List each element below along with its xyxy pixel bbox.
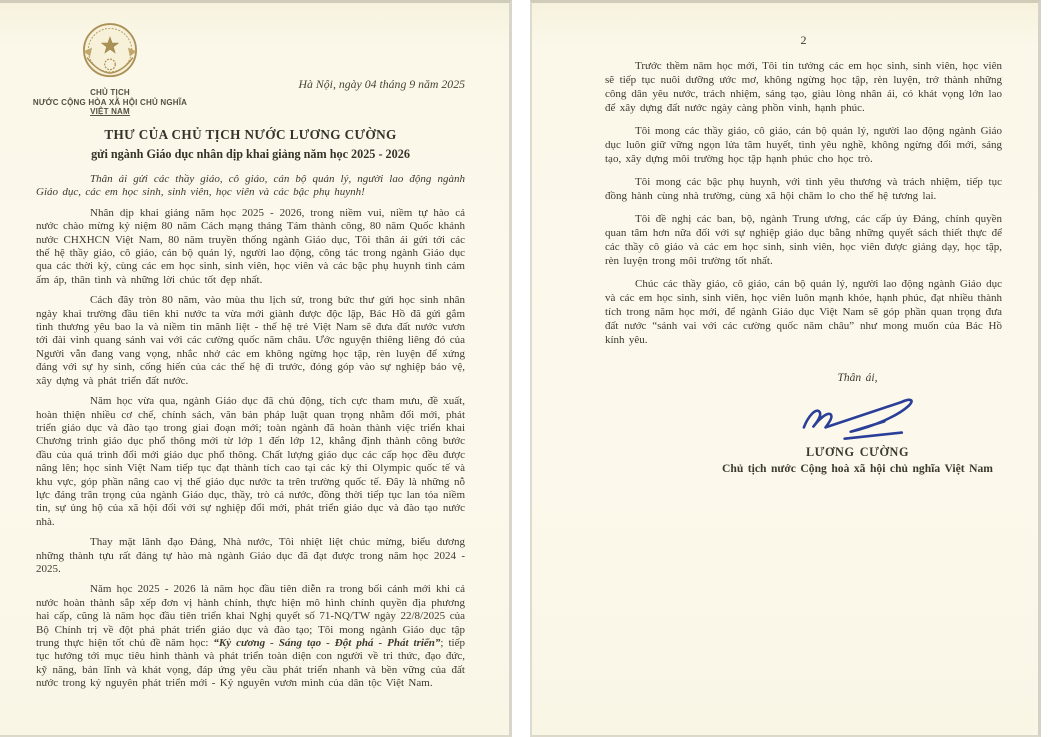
date-line: Hà Nội, ngày 04 tháng 9 năm 2025 (298, 77, 465, 91)
letterhead-office: CHỦ TỊCH (90, 88, 130, 97)
letter-title-block (36, 127, 465, 162)
signer-title: Chủ tịch nước Cộng hoà xã hội chủ nghĩa Việt Nam (722, 462, 993, 475)
signer-name: LƯƠNG CƯỜNG (805, 445, 910, 459)
paragraph-segment: Nhân dịp khai giảng năm học 2025 - 2026, trong niềm vui, niềm tự hào cả nước chào mừng kỷ niệm 80 năm Cách mạng tháng Tám thành công, 80 năm Quốc khánh nước CHXHCN Việt Nam, 80 năm truyền thống ngành Giáo dục, Tôi thân ái gửi tới các thế hệ thầy giáo, cô giáo, cán bộ quản lý, người lao động, công tác trong ngành Giáo dục qua các thời kỳ, cùng các em học sinh, sinh viên, học viên và các bậc phụ huynh tình cảm ấm áp, thân tình và những lời chúc tốt đẹp nhất. (36, 206, 465, 286)
page-number: 2 (800, 33, 807, 47)
letter-paragraph (605, 175, 1002, 203)
letter-paragraph (36, 583, 465, 690)
paragraph-segment: Tôi đề nghị các ban, bộ, ngành Trung ương, các cấp ủy Đảng, chính quyền quan tâm hơn nữa đối với sự nghiệp giáo dục bằng những quyết sách thiết thực để các thầy cô giáo và các em học sinh, sinh viên, học viên được giảng dạy, học tập, rèn luyện trong môi trường tốt nhất. (605, 213, 1002, 267)
paragraph-segment: Chúc các thầy giáo, cô giáo, cán bộ quản lý, người lao động ngành Giáo dục và các em học sinh, sinh viên, học viên luôn mạnh khỏe, hạnh phúc, đạt nhiều thành tích trong năm học mới, để ngành Giáo dục Việt Nam sẽ góp phần quan trọng đưa đất nước “sánh vai với các cường quốc năm châu” như mong muốn của Bác Hồ kính yêu. (605, 278, 1002, 346)
letterhead (2, 21, 218, 117)
letterhead-country: VIỆT NAM (90, 107, 130, 116)
paragraph-segment: Năm học 2025 - 2026 là năm học đầu tiên diễn ra trong bối cảnh mới khi cả nước hoàn thành sắp xếp đơn vị hành chính, thực hiện mô hình chính quyền địa phương hai cấp, cũng là năm học đầu tiên triển khai Nghị quyết số 71-NQ/TW ngày 22/8/2025 của Bộ Chính trị về đột phá phát triển giáo dục và đào tạo; Tôi mong ngành Giáo dục tập trung thực hiện tốt chủ đề năm học: (36, 583, 465, 649)
closing-salute: Thân ái, (837, 372, 878, 384)
letter-paragraph (36, 395, 465, 529)
salutation: Thân ái gửi các thầy giáo, cô giáo, cán bộ quản lý, người lao động ngành Giáo dục, các em học sinh, sinh viên, học viên và các bậc phụ huynh! (36, 173, 465, 199)
letter-paragraph (605, 277, 1002, 347)
paragraph-segment: ; tiếp tục hướng tới mục tiêu hình thành và phát triển toàn diện con người về tri thức, đạo đức, kỹ năng, bản lĩnh và khát vọng, đáp ứng yêu cầu phát triển nhanh và bền vững của đất nước trong kỷ nguyên phát triển mới - Kỷ nguyên vươn mình của dân tộc Việt Nam. (36, 637, 465, 690)
letter-subtitle: gửi ngành Giáo dục nhân dịp khai giảng năm học 2025 - 2026 (91, 147, 410, 161)
page1-body (36, 173, 465, 698)
letter-paragraph (36, 207, 465, 287)
paragraph-segment: “Kỷ cương - Sáng tạo - Đột phá - Phát triển” (213, 637, 441, 649)
letter-paragraph (605, 124, 1002, 166)
paragraph-segment: Tôi mong các bậc phụ huynh, với tình yêu thương và trách nhiệm, tiếp tục đồng hành cùng nhà trường, cùng xã hội chăm lo cho thế hệ tương lai. (605, 176, 1002, 202)
paragraph-segment: Thay mặt lãnh đạo Đảng, Nhà nước, Tôi nhiệt liệt chúc mừng, biểu dương những thành tựu rất đáng tự hào mà ngành Giáo dục đã đạt được trong năm học 2024 - 2025. (36, 536, 465, 575)
letter-title: THƯ CỦA CHỦ TỊCH NƯỚC LƯƠNG CƯỜNG (104, 127, 397, 142)
closing-block (715, 371, 1000, 476)
letter-paragraph (36, 294, 465, 388)
paragraph-segment: Trước thềm năm học mới, Tôi tin tưởng các em học sinh, sinh viên, học viên sẽ tiếp tục nuôi dưỡng ước mơ, không ngừng học tập, rèn luyện, trở thành những công dân yêu nước, trách nhiệm, sáng tạo, giàu lòng nhân ái, có khát vọng lớn lao để xây dựng đất nước ngày càng phồn vinh, hạnh phúc. (605, 60, 1002, 114)
letter-page-1 (0, 0, 512, 737)
letter-paragraph (605, 212, 1002, 268)
page2-paragraphs (605, 59, 1002, 347)
letter-paragraph (605, 59, 1002, 115)
paragraph-segment: Tôi mong các thầy giáo, cô giáo, cán bộ quản lý, người lao động ngành Giáo dục luôn giữ vững ngọn lửa tâm huyết, tình yêu nghề, không ngừng đổi mới, sáng tạo, xây dựng môi trường học tập hạnh phúc cho học trò. (605, 125, 1002, 165)
page2-body (605, 59, 1002, 476)
paragraph-segment: Cách đây tròn 80 năm, vào mùa thu lịch sử, trong bức thư gửi học sinh nhân ngày khai trường đầu tiên khi nước ta vừa mới giành được độc lập, Bác Hồ đã gửi gắm tình thương yêu bao la và niềm tin mãnh liệt - thế hệ trẻ Việt Nam sẽ đưa đất nước vươn tới đài vinh quang sánh vai với các cường quốc năm châu. Ước nguyện thiêng liêng đó của Người vẫn đang vang vọng, nhắc nhở các em không ngừng học tập, rèn luyện để xứng đáng với sự hy sinh, cống hiến của các thế hệ đi trước, đóng góp vào sự nghiệp bảo vệ, xây dựng và phát triển đất nước. (36, 294, 465, 387)
letter-page-2 (530, 0, 1041, 737)
paragraph-segment: Năm học vừa qua, ngành Giáo dục đã chủ động, tích cực tham mưu, đề xuất, hoàn thiện nhiều cơ chế, chính sách, văn bản pháp luật quan trọng nhằm đổi mới, phát triển giáo dục và đào tạo trong giai đoạn mới; toàn ngành đã hoàn thành việc triển khai Chương trình giáo dục phổ thông mới từ lớp 1 đến lớp 12, khẳng định thành công bước đầu của quá trình đổi mới giáo dục phổ thông. Chất lượng giáo dục các cấp học đều được nâng lên; học sinh Việt Nam tiếp tục đạt thành tích cao tại các kỳ thi Olympic quốc tế và khu vực, góp phần nâng cao vị thế giáo dục nước ta trên trường quốc tế. Đây là những nỗ lực đáng trân trọng của ngành Giáo dục, thầy, trò cả nước, đồng thời tiếp tục lan tỏa niềm tin, sự ủng hộ của xã hội đối với sự nghiệp đổi mới, phát triển giáo dục và đào tạo nước nhà. (36, 395, 465, 528)
page1-paragraphs (36, 207, 465, 691)
handwritten-signature-icon (793, 391, 943, 443)
vietnam-national-emblem-icon (77, 21, 143, 83)
letter-paragraph (36, 536, 465, 576)
letterhead-state: NƯỚC CỘNG HÒA XÃ HỘI CHỦ NGHĨA (32, 97, 188, 107)
